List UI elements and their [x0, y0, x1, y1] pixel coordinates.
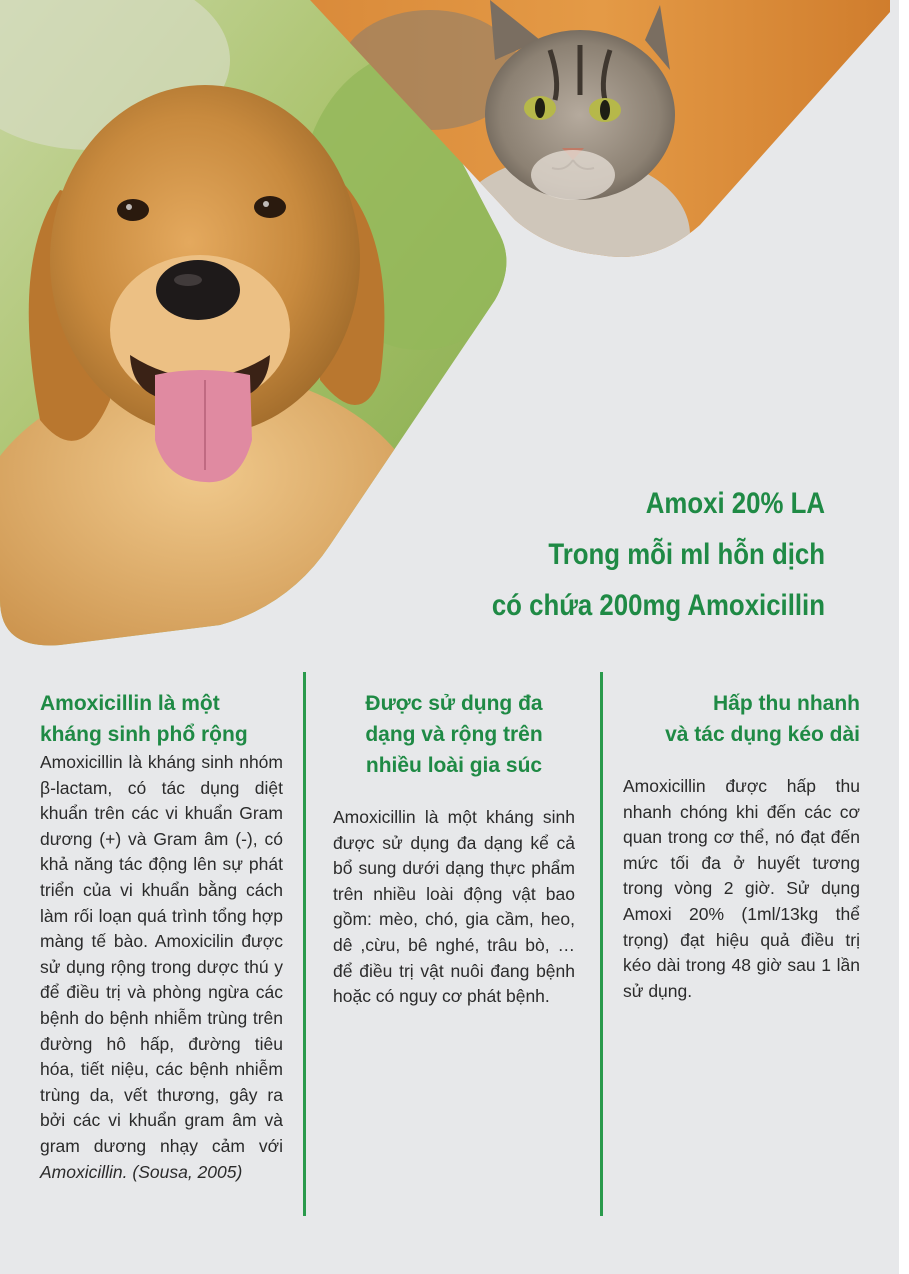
column-divider-2 [600, 672, 603, 1216]
column-3-body [623, 774, 860, 1004]
product-name: Amoxi 20% LA [645, 487, 825, 520]
column-3-title-line: và tác dụng kéo dài [665, 723, 860, 746]
column-3-title-line: Hấp thu nhanh [713, 692, 860, 715]
column-2-title-line: dạng và rộng trên [365, 723, 543, 746]
column-broad-spectrum [40, 688, 283, 1185]
column-fast-absorption [623, 688, 860, 1004]
column-wide-usage [333, 688, 575, 1010]
column-3-body-text: Amoxicillin được hấp thu nhanh chóng khi đến các cơ quan trong cơ thể, nó đạt đến mức tối đa ở huyết tương trong vòng 2 giờ. Sử dụng Amoxi 20% (1ml/13kg thể trọng) đạt hiệu quả điều trị kéo dài trong 48 giờ sau 1 lần sử dụng. [623, 776, 860, 1001]
column-1-title-line: Amoxicillin là một [40, 692, 220, 715]
column-2-body-text: Amoxicillin là một kháng sinh được sử dụng đa dạng kể cả bổ sung dưới dạng thực phẩm trên nhiều loài động vật bao gồm: mèo, chó, gia cầm, heo, dê ,cừu, bê nghé, trâu bò, … để điều trị vật nuôi đang bệnh hoặc có nguy cơ phát bệnh. [333, 807, 575, 1007]
column-2-title-line: nhiều loài gia súc [365, 754, 543, 777]
column-1-body-text: Amoxicillin là kháng sinh nhóm β-lactam, có tác dụng diệt khuẩn trên các vi khuẩn Gram dương (+) và Gram âm (-), có khả năng tác động lên sự phát triển của vi khuẩn bằng cách làm rối loạn quá trình tổng hợp màng tế bào. Amoxicilin được sử dụng rộng trong dược thú y để điều trị và phòng ngừa các bệnh do bệnh nhiễm trùng trên đường hô hấp, đường tiêu hóa, tiết niệu, các bệnh nhiễm trùng da, vết thương, gây ra bởi các vi khuẩn gram âm và gram dương nhạy cảm với [40, 752, 283, 1156]
column-2-title-line: Được sử dụng đa [365, 692, 543, 715]
column-1-title-line: kháng sinh phổ rộng [40, 723, 248, 746]
column-3-title [623, 688, 860, 750]
column-2-title [333, 688, 575, 781]
column-1-citation: Amoxicillin. (Sousa, 2005) [40, 1161, 243, 1182]
product-subtitle-line-1: Trong mỗi ml hỗn dịch [548, 538, 825, 571]
product-subtitle-line-2: có chứa 200mg Amoxicillin [491, 589, 825, 622]
cat-photo [300, 0, 900, 260]
column-2-body [333, 805, 575, 1010]
column-divider-1 [303, 672, 306, 1216]
product-heading [305, 478, 825, 631]
column-1-body [40, 750, 283, 1185]
page-edge [899, 0, 909, 1274]
column-1-title [40, 688, 283, 750]
